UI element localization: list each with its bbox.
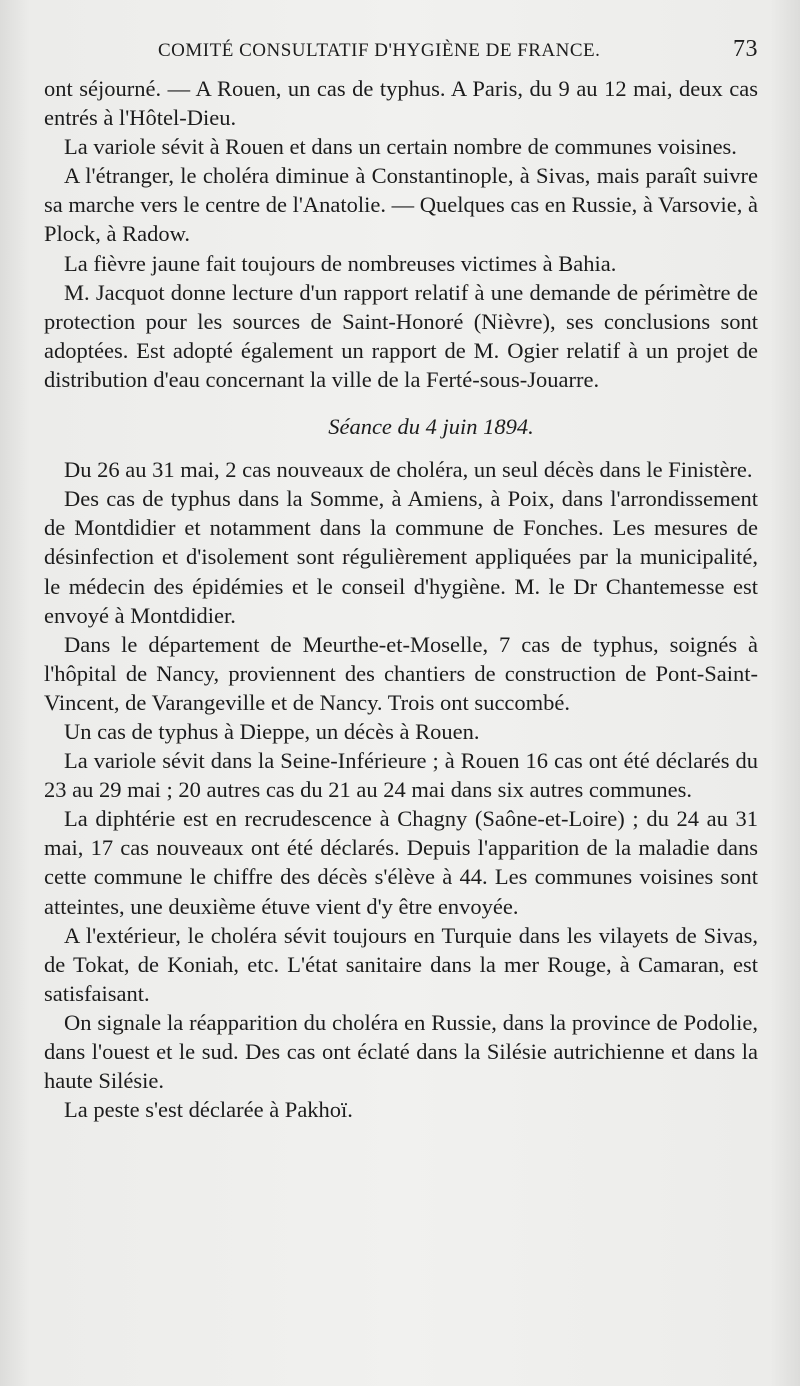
paragraph: A l'étranger, le choléra diminue à Constantinople, à Sivas, mais paraît suivre sa marche vers le centre de l'Anatolie. — Quelques cas en Russie, à Varsovie, à Plock, à Radow. xyxy=(44,163,759,247)
page-body xyxy=(44,74,758,1124)
paragraph: La variole sévit dans la Seine-Inférieure ; à Rouen 16 cas ont été déclarés du 23 au 29 mai ; 20 autres cas du 21 au 24 mai dans six autres communes. xyxy=(44,748,758,803)
paragraphs-after-heading xyxy=(44,455,758,1124)
paragraph: Des cas de typhus dans la Somme, à Amiens, à Poix, dans l'arrondissement de Montdidier et notamment dans la commune de Fonches. Les mesures de désinfection et d'isolement sont régulièrement appliquées par la municipalité, le médecin des épidémies et le conseil d'hygiène. M. le Dr Chantemesse est envoyé à Montdidier. xyxy=(44,486,758,628)
paragraph: La fièvre jaune fait toujours de nombreuses victimes à Bahia. xyxy=(64,250,617,276)
paragraph: M. Jacquot donne lecture d'un rapport relatif à une demande de périmètre de protection pour les sources de Saint-Honoré (Nièvre), ses conclusions sont adoptées. Est adopté également un rapport de M. Ogier relatif à un projet de distribution d'eau concernant la ville de la Ferté-sous-Jouarre. xyxy=(44,279,758,392)
page-number: 73 xyxy=(733,36,758,62)
paragraph: Du 26 au 31 mai, 2 cas nouveaux de choléra, un seul décès dans le Finistère. xyxy=(64,457,753,483)
paragraph: Un cas de typhus à Dieppe, un décès à Rouen. xyxy=(64,718,480,744)
paragraph: ont séjourné. — A Rouen, un cas de typhus. A Paris, du 9 au 12 mai, deux cas entrés à l'Hôtel-Dieu. xyxy=(44,76,758,131)
paragraph: On signale la réapparition du choléra en Russie, dans la province de Podolie, dans l'ouest et le sud. Des cas ont éclaté dans la Silésie autrichienne et dans la haute Silésie. xyxy=(44,1009,758,1094)
paragraph: A l'extérieur, le choléra sévit toujours en Turquie dans les vilayets de Sivas, de Tokat, de Koniah, etc. L'état sanitaire dans la mer Rouge, à Camaran, est satisfaisant. xyxy=(44,922,758,1006)
paragraphs-before-heading xyxy=(44,74,758,394)
paragraph: La peste s'est déclarée à Pakhoï. xyxy=(64,1097,353,1123)
running-title: COMITÉ CONSULTATIF D'HYGIÈNE DE FRANCE. xyxy=(158,40,601,61)
paragraph: Dans le département de Meurthe-et-Moselle, 7 cas de typhus, soignés à l'hôpital de Nancy, proviennent des chantiers de construction de Pont-Saint-Vincent, de Varangeville et de Nancy. Trois ont succombé. xyxy=(44,631,758,715)
running-head xyxy=(44,34,758,74)
paragraph: La variole sévit à Rouen et dans un certain nombre de communes voisines. xyxy=(64,134,737,160)
paragraph: La diphtérie est en recrudescence à Chagny (Saône-et-Loire) ; du 24 au 31 mai, 17 cas nouveaux ont été déclarés. Depuis l'apparition de la maladie dans cette commune le chiffre des décès s'élève à 44. Les communes voisines sont atteintes, une deuxième étuve vient d'y être envoyée. xyxy=(44,806,758,919)
section-heading: Séance du 4 juin 1894. xyxy=(328,414,534,440)
